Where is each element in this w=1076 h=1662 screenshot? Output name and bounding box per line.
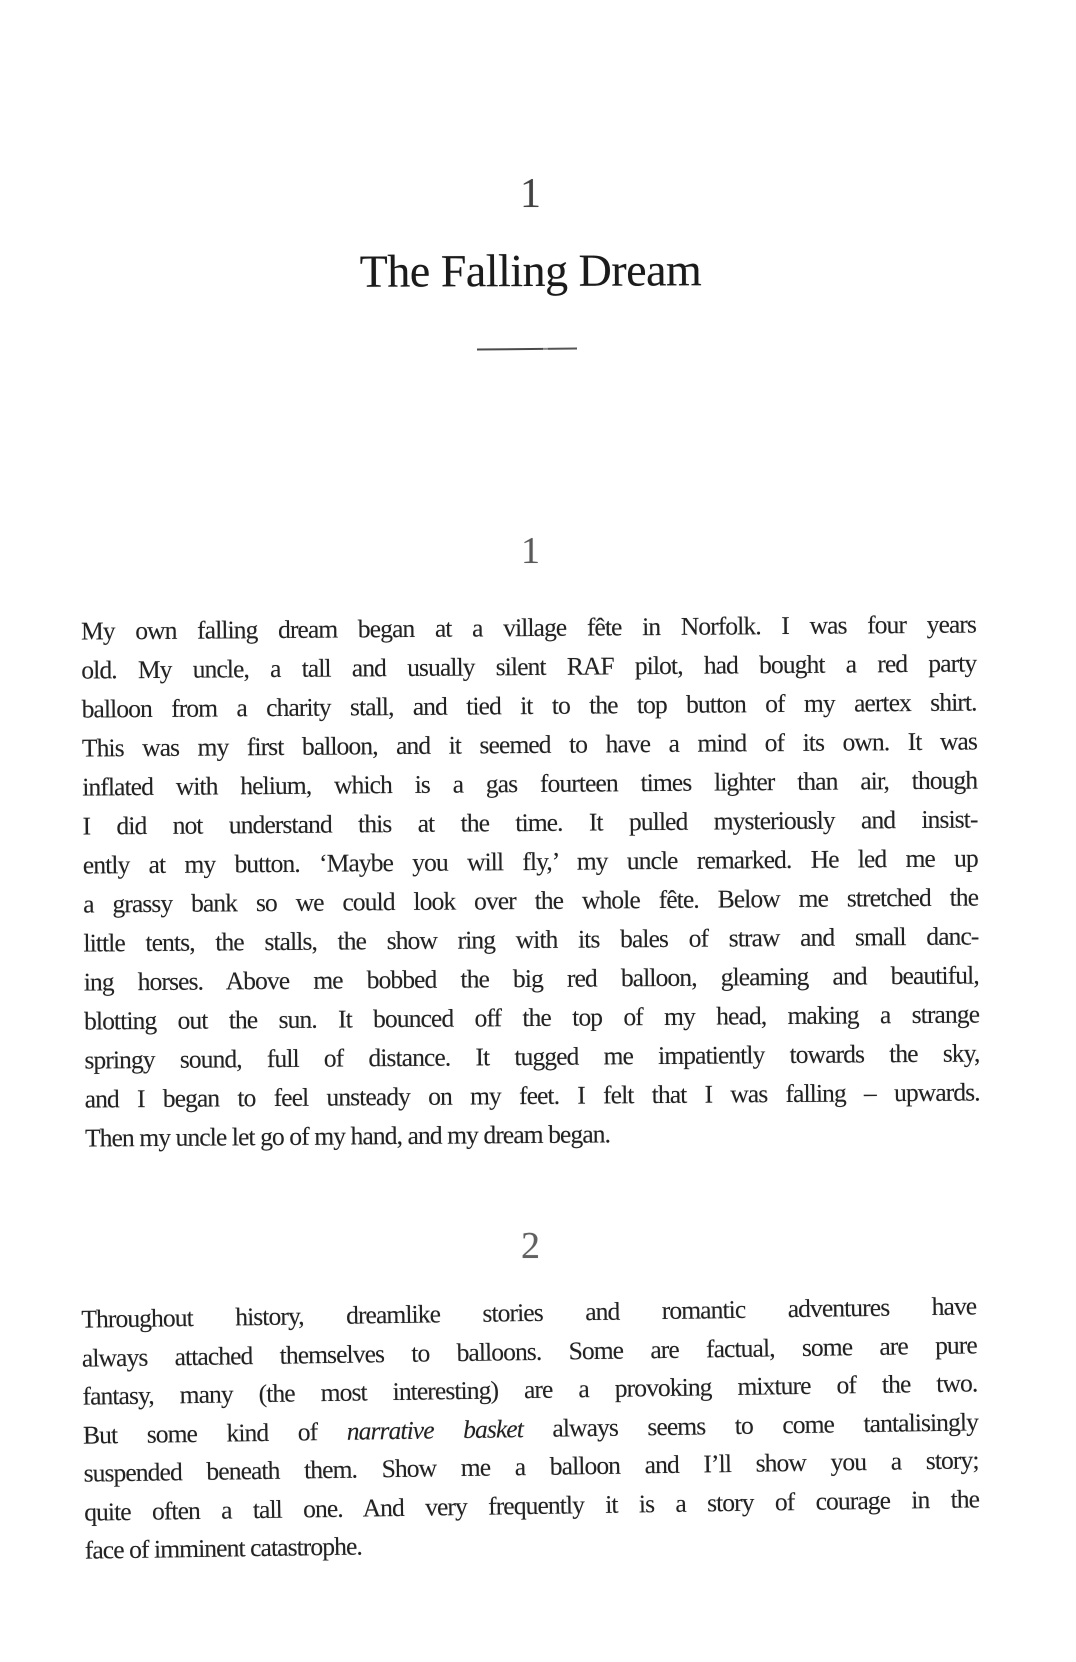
text-line: little tents, the stalls, the show ring with its bales of straw and small danc- [83, 921, 979, 958]
text-line: But some kind of narrative basket always seems to come tantalisingly [82, 1406, 979, 1450]
text-line: suspended beneath them. Show me a balloon and I’ll show you a story; [83, 1445, 979, 1488]
text-line: and I began to feel unsteady on my feet. I felt that I was falling – upwards. [84, 1077, 980, 1114]
text-line: ently at my button. ‘Maybe you will fly,’ my uncle remarked. He led me up [82, 843, 978, 880]
text-line: a grassy bank so we could look over the whole fête. Below me stretched the [83, 882, 979, 919]
text-line: Then my uncle let go of my hand, and my dream began. [84, 1119, 611, 1153]
section-number-2: 2 [521, 1225, 540, 1267]
text-line: old. My uncle, a tall and usually silent RAF pilot, had bought a red party [81, 648, 977, 685]
chapter-title: The Falling Dream [359, 244, 702, 297]
text-line: inflated with helium, which is a gas fourteen times lighter than air, though [82, 765, 978, 802]
text-line: Throughout history, dreamlike stories and romantic adventures have [81, 1291, 977, 1334]
text-line: This was my first balloon, and it seemed to have a mind of its own. It was [81, 726, 978, 763]
text-line: face of imminent catastrophe. [84, 1531, 363, 1565]
section-number-1: 1 [521, 530, 540, 572]
text-line: I did not understand this at the time. It pulled mysteriously and insist- [82, 804, 978, 841]
text-line: fantasy, many (the most interesting) are a provoking mixture of the two. [82, 1368, 978, 1411]
text-line: blotting out the sun. It bounced off the top of my head, making a strange [83, 999, 980, 1036]
text-line: always attached themselves to balloons. Some are factual, some are pure [81, 1329, 978, 1373]
paragraph-1 [81, 604, 980, 1157]
text-line: balloon from a charity stall, and tied it to the top button of my aertex shirt. [81, 687, 977, 724]
text-line: quite often a tall one. And very frequently it is a story of courage in the [83, 1483, 980, 1527]
text-line: springy sound, full of distance. It tugged me impatiently towards the sky, [84, 1038, 980, 1075]
ornamental-rule [477, 347, 577, 350]
paragraph-2 [81, 1287, 980, 1570]
text-line: ing horses. Above me bobbed the big red balloon, gleaming and beautiful, [83, 960, 979, 997]
text-line: My own falling dream began at a village fête in Norfolk. I was four years [80, 609, 977, 646]
chapter-number: 1 [520, 171, 541, 217]
